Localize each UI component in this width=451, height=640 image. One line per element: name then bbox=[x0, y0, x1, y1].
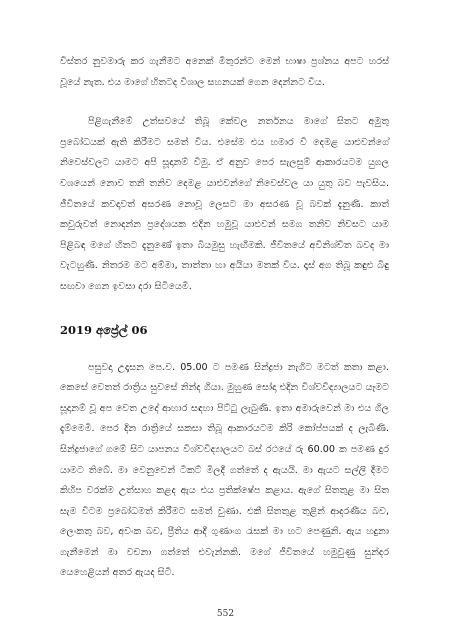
paragraph-next-morning: පසුවදා උදෑසන පෙ.ව. 05.00 ට පමණ සින්ද්‍රජා නැගිට මටත් කතා කළා. කෙසේ වෙතත් රාත්‍රිය සුවසේ නින්ද ගියා. මුහුණ සෝදා එදින විශ්වවිද්‍යාලයට යෑමට සූදානම් වූ අප වෙත උදේ ආහාර සඳහා පිට්ටු ලැබුණි. ඉතා අමාරුවෙන් මා එය ගිල දැම්මෙමි. පෙර දින රාත්‍රියේ සකසා තිබූ ආකාරයටම කිරි කෝප්පයක් ද ලැබිණි. සින්ද්‍රජාගේ ගමේ සිට යාපනය විශ්වවිද්‍යාලයට බස් රථයේ රු 60.00 ක පමණ දුර යාමට තිබේ. මා වෙනුවෙන් ටිකට් මිලදී ගත්තේ ද ඇයයි. මා ඇයට සල්ලි දීමට කිහිප වරක්ම උත්සාහ කළද ඇය එය ප්‍රතික්ෂේප කළාය. ඇගේ සිතතුළ මා සිත සැම විටම ප්‍රබෝධමත් කිරීමට සමත් වුණා. එකී සිතතුළ තුළින් ආදරණීය බව, ලෙංකතු බව, අවංක බව, ප්‍රීතිය ආදී ගුණාංග රැසක් මා හට පෙණුනි. ඇය හදුනා ගැනීමෙන් මා වචනා ගත්තේ එවැන්නකි. මගේ ජීවිතයේ හමුවුණු සුන්දර යෙහෙළියන් අතර ඇයද සිටී. bbox=[60, 361, 389, 579]
page-number: 552 bbox=[216, 609, 235, 619]
date-heading: 2019 අප්‍රේල් 06 bbox=[60, 322, 148, 337]
paragraph-welcome-ceremony: පිළිගැනීමේ උත්සවයේ තිබූ කේවල නර්තනය මාගේ සිතට අමුතු ප්‍රබෝධයක් ඇති කිරීමට සමත් විය. එසේම එය හමාර වී දෙමළ යාළුවන්ගේ නිවෙස්වලට යාමට අපි සූදානම් වීමු. ඒ අනුව පෙර සැලසුම් ආකාරයටම යුගල වශයෙන් නොව තනි තනිව දෙමළ යාළුවන්ගේ නිවෙස්වල යා යුතු බව පැවසිය. ජීවිතයේ කවදාවත් අසරණ නොවූ ලෙසට මා අසරණ වූ බවක් දැනුණි. කාත් කවුරුවත් නොදන්න ප්‍රදේශයක එදින හමුවූ යාළුවන් සමග තනිව නිවසට යාම පිළිබඳ මගේ හිතට දැනුණේ ඉතා බියමුසු හැඟීමකි. ජීවිතයේ අවිනිශ්චිත බවද මා වැටහුණි. නිතරම මට අම්මා, තාත්තා හා අයියා මතක් විය. දෑස් අග තිබූ කඳුළු බිඳු සඟවා ගෙන ඉවසා දරා සිටියෙමි. bbox=[60, 116, 389, 292]
paragraph-intro: විස්තර නුවමාරු කර ගැනීමට අනෙක් මිතුරන්ට මෙන් භාෂා ප්‍රශ්නය අපට හරස් වූයේ නැත. එය මාගේ හිතටද විශාල සහනයක් ගෙන දෙන්නට විය. bbox=[60, 56, 389, 88]
